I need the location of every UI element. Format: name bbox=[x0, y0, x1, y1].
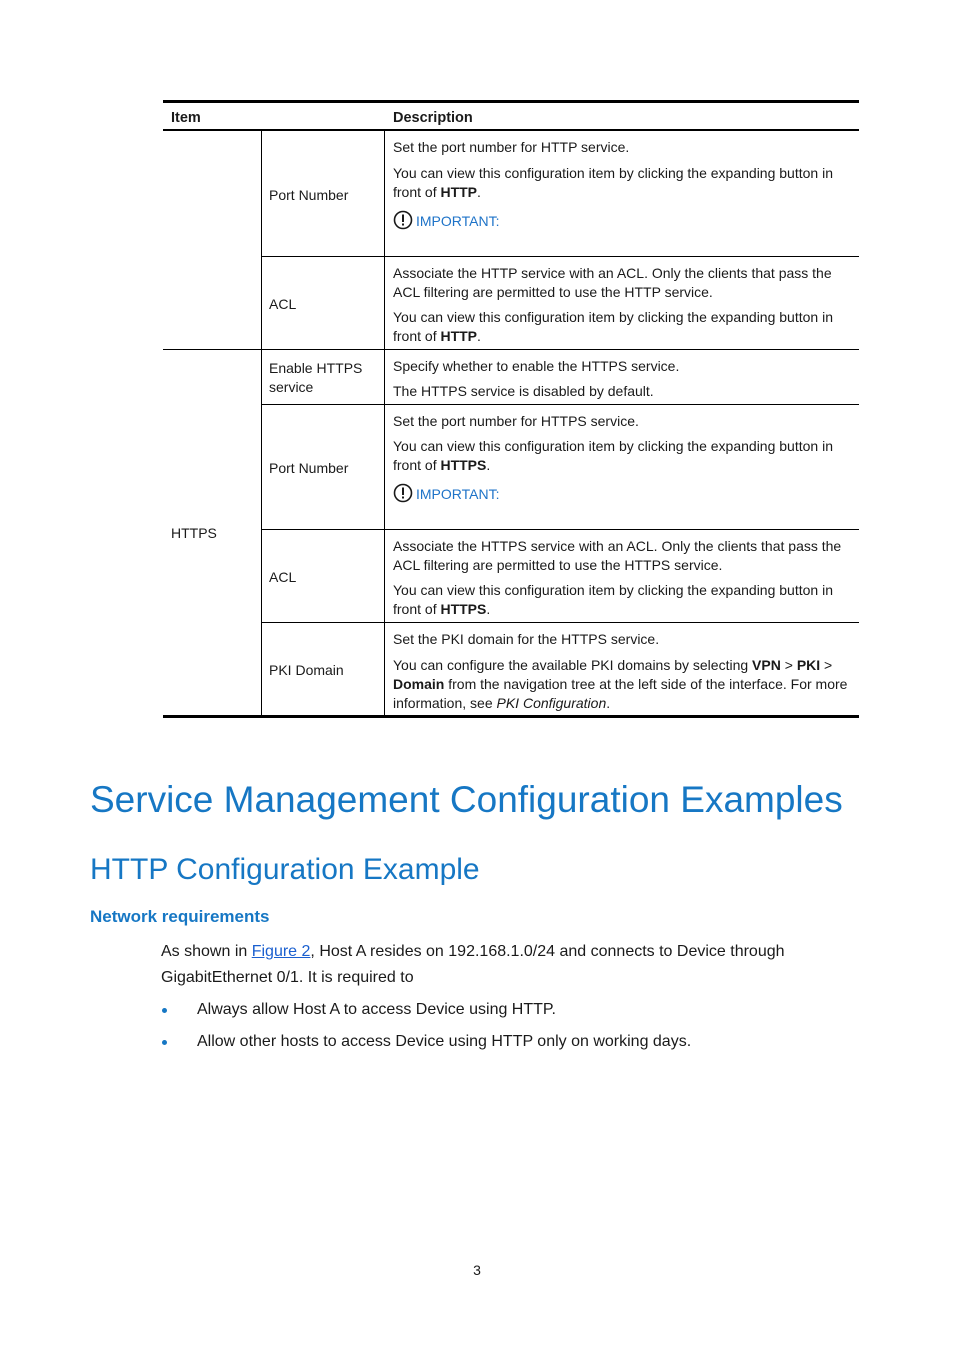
http-acl-desc1: Associate the HTTP service with an ACL. Only the clients that pass the ACL filtering are permitted to use the HTTP service. bbox=[393, 265, 832, 300]
https-enable-desc1: Specify whether to enable the HTTPS service. bbox=[393, 358, 680, 374]
figure-link[interactable]: Figure 2 bbox=[251, 943, 311, 960]
https-pki-desc1: Set the PKI domain for the HTTPS service. bbox=[393, 631, 660, 647]
table-top-rule bbox=[163, 100, 859, 103]
http-port-important: IMPORTANT: bbox=[393, 210, 855, 235]
bullet-icon bbox=[162, 1040, 167, 1045]
row-rule-https-port bbox=[261, 529, 859, 530]
important-icon bbox=[393, 483, 413, 508]
https-acl-label: ACL bbox=[269, 569, 297, 585]
https-group-label: HTTPS bbox=[171, 525, 217, 541]
https-enable-desc2: The HTTPS service is disabled by default. bbox=[393, 383, 654, 399]
row-rule-http-port bbox=[261, 256, 859, 257]
row-rule-https-enable bbox=[261, 404, 859, 405]
intro-paragraph: As shown in Figure 2, Host A resides on 192.168.1.0/24 and connects to Device through GigabitEthernet 0/1. It is required to bbox=[161, 943, 785, 986]
http-port-number-label: Port Number bbox=[269, 187, 349, 203]
https-pki-label: PKI Domain bbox=[269, 662, 344, 678]
https-acl-desc1: Associate the HTTPS service with an ACL. Only the clients that pass the ACL filtering are permitted to use the HTTPS service. bbox=[393, 538, 842, 573]
bullet-icon bbox=[162, 1008, 167, 1013]
page-number: 3 bbox=[473, 1262, 481, 1278]
https-port-desc1: Set the port number for HTTPS service. bbox=[393, 413, 639, 429]
https-enable-label: Enable HTTPS service bbox=[269, 360, 363, 395]
chapter-heading: Service Management Configuration Examples bbox=[90, 779, 843, 820]
section-heading: HTTP Configuration Example bbox=[90, 853, 480, 886]
important-icon bbox=[393, 210, 413, 235]
http-port-desc2: You can view this configuration item by clicking the expanding button in front of HTTP. bbox=[393, 165, 833, 200]
http-port-desc1: Set the port number for HTTP service. bbox=[393, 139, 630, 155]
https-port-number-label: Port Number bbox=[269, 460, 349, 476]
header-description: Description bbox=[393, 110, 473, 126]
https-pki-desc2: You can configure the available PKI domains by selecting VPN > PKI > Domain from the navigation tree at the left side of the interface. For more information, see PKI Configuration. bbox=[393, 657, 848, 711]
header-item: Item bbox=[171, 110, 201, 126]
list-item: Always allow Host A to access Device using HTTP. bbox=[197, 1001, 556, 1018]
divider-col2 bbox=[261, 131, 262, 717]
https-port-important: IMPORTANT: bbox=[393, 483, 855, 508]
divider-col3 bbox=[384, 131, 385, 717]
http-acl-label: ACL bbox=[269, 296, 297, 312]
list-item: Allow other hosts to access Device using HTTP only on working days. bbox=[197, 1033, 692, 1050]
subsection-heading: Network requirements bbox=[90, 907, 270, 926]
https-port-desc2: You can view this configuration item by clicking the expanding button in front of HTTPS. bbox=[393, 438, 833, 473]
https-acl-desc2: You can view this configuration item by clicking the expanding button in front of HTTPS. bbox=[393, 582, 833, 617]
table-bottom-rule bbox=[163, 715, 859, 718]
header-bottom-rule bbox=[163, 129, 859, 131]
row-rule-https-acl bbox=[261, 622, 859, 623]
http-acl-desc2: You can view this configuration item by clicking the expanding button in front of HTTP. bbox=[393, 309, 833, 344]
row-rule-http-end bbox=[163, 349, 859, 350]
